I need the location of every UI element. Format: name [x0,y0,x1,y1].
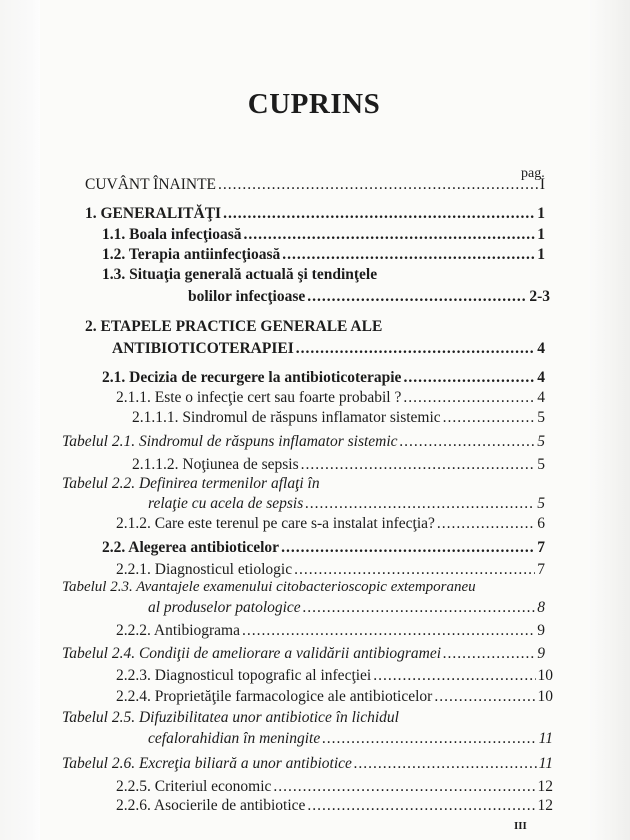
toc-entry-text: 2.2.5. Criteriul economic [116,778,272,795]
toc-entry-terapia-antiinfectioasa[interactable] [102,246,545,264]
dot-leader [354,755,537,773]
page-shadow-left [0,0,45,840]
toc-entry-page: 2-3 [529,288,550,305]
dot-leader [218,176,538,194]
toc-entry-text: 2.2.1. Diagnosticul etiologic [116,561,293,578]
toc-entry-page: 11 [538,730,553,747]
toc-entry-text: Tabelul 2.1. Sindromul de răspuns inflamator sistemic [62,433,398,450]
dot-leader [307,288,527,306]
toc-entry-page: 5 [537,456,545,473]
dot-leader [443,645,535,663]
dot-leader [322,730,536,748]
toc-entry-situatia-generala-line1[interactable]: 1.3. Situaţia generală actuală şi tendinţele [102,266,378,283]
toc-entry-page: 4 [537,369,545,386]
toc-entry-sindromul-raspuns[interactable] [132,409,545,427]
toc-entry-text: relaţie cu acela de sepsis [148,495,304,512]
toc-entry-page: 7 [537,561,545,578]
dot-leader [403,389,535,407]
toc-entry-infectie-cert[interactable] [116,389,545,407]
dot-leader [437,515,535,533]
toc-entry-decizia-de-recurgere[interactable] [102,369,545,387]
toc-entry-tabelul-2-2[interactable] [148,495,545,513]
toc-entry-generalitati[interactable] [85,205,545,223]
dot-leader [294,561,535,579]
toc-entry-text: 2.1.1.2. Noţiunea de sepsis [132,456,299,473]
toc-entry-situatia-generala[interactable] [188,288,550,306]
toc-entry-tabelul-2-2-line1[interactable]: Tabelul 2.2. Definirea termenilor aflaţi în [62,475,320,492]
toc-entry-page: 5 [537,433,545,450]
page-number: III [514,820,527,832]
toc-entry-text: 2.2.6. Asocierile de antibiotice [116,797,306,814]
toc-entry-page: 9 [537,622,545,639]
toc-entry-etapele-practice[interactable] [112,340,545,358]
toc-entry-tabelul-2-5[interactable] [148,730,553,748]
toc-entry-text: Tabelul 2.4. Condiţii de ameliorare a validării antibiogramei [62,645,442,662]
dot-leader [303,599,536,617]
dot-leader [242,622,535,640]
toc-entry-tabelul-2-4[interactable] [62,645,545,663]
toc-entry-page: 12 [537,778,553,795]
toc-entry-page: 4 [537,389,545,406]
toc-entry-tabelul-2-5-line1[interactable]: Tabelul 2.5. Difuzibilitatea unor antibiotice în lichidul [62,709,399,726]
toc-entry-notiunea-de-sepsis[interactable] [132,456,545,474]
toc-entry-text: 1.2. Terapia antiinfecţioasă [102,246,281,263]
toc-entry-boala-infectioasa[interactable] [102,226,545,244]
toc-entry-text: Tabelul 2.6. Excreţia biliară a unor antibiotice [62,755,352,772]
toc-entry-diagnosticul-topografic[interactable] [116,667,553,685]
toc-entry-alegerea-antibioticelor[interactable] [102,539,545,557]
toc-entry-diagnosticul-etiologic[interactable] [116,561,545,579]
dot-leader [307,797,535,815]
toc-entry-text: 2.1.1.1. Sindromul de răspuns inflamator sistemic [132,409,441,426]
toc-entry-page: I [539,176,545,193]
page-title: CUPRINS [247,88,381,120]
dot-leader [373,667,535,685]
dot-leader [282,246,535,264]
toc-entry-tabelul-2-6[interactable] [62,755,553,773]
dot-leader [273,778,535,796]
dot-leader [281,539,535,557]
toc-entry-page: 4 [537,340,545,357]
toc-entry-proprietatile-farmacologice[interactable] [116,688,553,706]
toc-entry-page: 10 [537,667,553,684]
dot-leader [244,226,536,244]
toc-entry-page: 8 [537,599,545,616]
toc-entry-text: ANTIBIOTICOTERAPIEI [112,340,294,357]
toc-entry-text: al produselor patologice [148,599,301,616]
toc-entry-page: 5 [537,409,545,426]
toc-entry-tabelul-2-3-line1[interactable]: Tabelul 2.3. Avantajele examenului citobacterioscopic extemporaneu [62,579,476,595]
toc-entry-antibiograma[interactable] [116,622,545,640]
book-page [40,0,588,840]
toc-entry-text: 2.2. Alegerea antibioticelor [102,539,280,556]
dot-leader [296,340,536,358]
dot-leader [223,205,535,223]
toc-entry-page: 7 [537,539,545,556]
toc-entry-text: cefalorahidian în meningite [148,730,321,747]
toc-entry-text: bolilor infecţioase [188,288,306,305]
toc-entry-terenul[interactable] [116,515,545,533]
dot-leader [443,409,536,427]
toc-entry-page: 10 [537,688,553,705]
page-shadow-right [585,0,630,840]
toc-entry-etapele-line1[interactable]: 2. ETAPELE PRACTICE GENERALE ALE [85,318,383,335]
toc-entry-page: 12 [537,797,553,814]
toc-entry-text: 2.2.2. Antibiograma [116,622,240,639]
toc-entry-cuvant-inainte[interactable] [85,176,545,194]
toc-entry-text: 1. GENERALITĂŢI [85,205,222,222]
toc-entry-page: 6 [537,515,545,532]
dot-leader [400,433,536,451]
toc-entry-page: 1 [537,226,545,243]
toc-entry-text: CUVÂNT ÎNAINTE [85,176,217,193]
toc-entry-text: 2.2.4. Proprietăţile farmacologice ale antibioticelor [116,688,433,705]
dot-leader [434,688,535,706]
toc-entry-text: 2.1.2. Care este terenul pe care s-a instalat infecţia? [116,515,435,532]
toc-entry-page: 9 [537,645,545,662]
toc-entry-page: 1 [537,205,545,222]
dot-leader [403,369,535,387]
toc-entry-page: 5 [537,495,545,512]
dot-leader [301,456,536,474]
toc-entry-text: 1.1. Boala infecţioasă [102,226,242,243]
toc-entry-criteriul-economic[interactable] [116,778,553,796]
toc-entry-text: 2.1. Decizia de recurgere la antibioticoterapie [102,369,402,386]
page-column-label: pag. [521,166,545,181]
toc-entry-page: 11 [538,755,553,772]
toc-entry-page: 1 [537,246,545,263]
dot-leader [305,495,535,513]
toc-entry-text: 2.1.1. Este o infecţie cert sau foarte probabil ? [116,389,402,406]
toc-entry-tabelul-2-3[interactable] [148,599,545,617]
toc-entry-tabelul-2-1[interactable] [62,433,545,451]
toc-entry-asocierile-de-antibiotice[interactable] [116,797,553,815]
toc-entry-text: 2.2.3. Diagnosticul topografic al infecţiei [116,667,372,684]
